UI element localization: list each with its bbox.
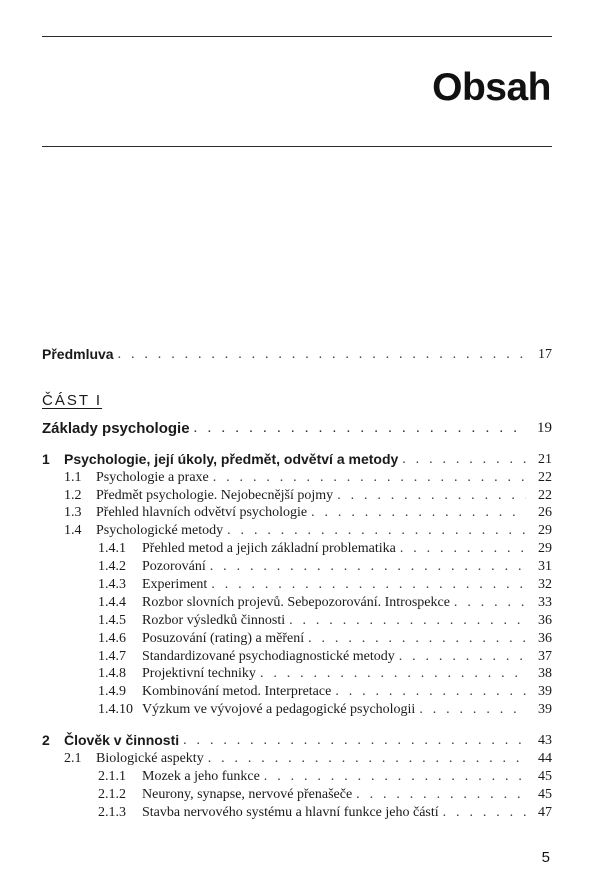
- subsection-number: 1.4.2: [98, 559, 126, 575]
- dot-leader: [183, 732, 526, 750]
- subsection-number: 1.4.3: [98, 577, 126, 592]
- section-title: Přehled hlavních odvětví psychologie: [96, 505, 308, 521]
- section-title: Předmět psychologie. Nejobecnější pojmy: [96, 487, 334, 503]
- toc-page-number: 36: [538, 630, 552, 646]
- toc-subentry: [42, 612, 552, 630]
- toc-page-number: 45: [538, 768, 552, 784]
- subsection-title: Mozek a jeho funkce: [142, 768, 260, 784]
- toc-entry-text: Předmluva: [42, 345, 114, 362]
- toc-entry: [42, 750, 552, 768]
- dot-leader: [194, 420, 526, 438]
- subsection-number: 2.1.1: [98, 768, 126, 784]
- page-title: Obsah: [432, 66, 551, 109]
- dot-leader: [356, 786, 526, 804]
- toc-page-number: 32: [538, 577, 552, 592]
- toc-entry: [42, 504, 552, 522]
- dot-leader: [308, 630, 526, 648]
- toc-subentry: [42, 558, 552, 576]
- section-number: 1.2: [64, 487, 82, 503]
- section-title: Psychologické metody: [96, 523, 224, 539]
- part-label: ČÁST I: [42, 391, 103, 409]
- subsection-title: Experiment: [142, 577, 208, 592]
- section-title: Psychologie a praxe: [96, 469, 209, 485]
- chapter-title: Člověk v činnosti: [64, 732, 180, 749]
- section-number: 1.4: [64, 523, 82, 539]
- toc-subentry: [42, 683, 552, 701]
- toc-page-number: 43: [538, 733, 552, 749]
- toc-subentry: [42, 804, 552, 822]
- toc-page-number: 26: [538, 505, 552, 521]
- subsection-title: Výzkum ve vývojové a pedagogické psychologii: [142, 702, 416, 718]
- title-bottom-rule: [42, 146, 552, 147]
- subsection-title: Stavba nervového systému a hlavní funkce jeho částí: [142, 804, 439, 820]
- dot-leader: [211, 576, 526, 594]
- section-number: 1.1: [64, 469, 82, 485]
- toc-subentry: [42, 768, 552, 786]
- toc-page-number: 39: [538, 702, 552, 718]
- subsection-number: 2.1.2: [98, 786, 126, 802]
- subsection-number: 1.4.4: [98, 594, 126, 610]
- subsection-number: 1.4.1: [98, 541, 126, 557]
- subsection-title: Projektivní techniky: [142, 666, 256, 682]
- toc-entry-part-title: [42, 420, 552, 438]
- subsection-title: Rozbor slovních projevů. Sebepozorování. Introspekce: [142, 594, 450, 610]
- toc-subentry: [42, 701, 552, 719]
- toc-subentry: [42, 786, 552, 804]
- toc-entry: [42, 522, 552, 540]
- toc-page-number: 37: [538, 648, 552, 664]
- toc-subentry: [42, 540, 552, 558]
- dot-leader: [400, 540, 526, 558]
- toc-page-number: 21: [538, 451, 552, 467]
- toc-subentry: [42, 648, 552, 666]
- dot-leader: [227, 522, 526, 540]
- dot-leader: [260, 665, 526, 683]
- toc-entry: [42, 469, 552, 487]
- dot-leader: [264, 768, 526, 786]
- subsection-title: Neurony, synapse, nervové přenašeče: [142, 786, 353, 802]
- toc-page-number: 22: [538, 487, 552, 503]
- toc-page-number: 44: [538, 751, 552, 767]
- toc-entry: [42, 487, 552, 505]
- toc-page-number: 17: [538, 346, 552, 362]
- toc-page-number: 31: [538, 559, 552, 575]
- subsection-number: 1.4.8: [98, 666, 126, 682]
- dot-leader: [337, 487, 526, 505]
- subsection-title: Standardizované psychodiagnostické metody: [142, 648, 395, 664]
- toc-subentry: [42, 630, 552, 648]
- toc-page-number: 19: [537, 419, 552, 436]
- toc-entry-chapter-1: [42, 451, 552, 469]
- toc-page-number: 36: [538, 612, 552, 628]
- subsection-number: 2.1.3: [98, 804, 126, 820]
- dot-leader: [210, 558, 526, 576]
- toc-subentry: [42, 665, 552, 683]
- subsection-title: Rozbor výsledků činnosti: [142, 612, 286, 628]
- table-of-contents: [42, 346, 552, 822]
- toc-page-number: 39: [538, 684, 552, 700]
- toc-subentry: [42, 576, 552, 594]
- dot-leader: [208, 750, 526, 768]
- dot-leader: [454, 594, 526, 612]
- dot-leader: [118, 346, 526, 364]
- toc-page-number: 38: [538, 666, 552, 682]
- dot-leader: [419, 701, 526, 719]
- part-title: Základy psychologie: [42, 419, 190, 437]
- chapter-title: Psychologie, její úkoly, předmět, odvětví a metody: [64, 450, 399, 467]
- dot-leader: [311, 504, 526, 522]
- toc-page-number: 45: [538, 786, 552, 802]
- section-number: 2.1: [64, 751, 82, 767]
- dot-leader: [443, 804, 526, 822]
- subsection-title: Přehled metod a jejich základní problematika: [142, 541, 396, 557]
- subsection-title: Kombinování metod. Interpretace: [142, 684, 332, 700]
- dot-leader: [289, 612, 526, 630]
- chapter-number: 2: [42, 732, 50, 749]
- dot-leader: [402, 451, 526, 469]
- toc-page-number: 22: [538, 469, 552, 485]
- subsection-number: 1.4.9: [98, 684, 126, 700]
- dot-leader: [399, 648, 526, 666]
- toc-entry-preface: [42, 346, 552, 364]
- toc-page-number: 29: [538, 523, 552, 539]
- section-title: Biologické aspekty: [96, 751, 204, 767]
- subsection-number: 1.4.7: [98, 648, 126, 664]
- subsection-title: Posuzování (rating) a měření: [142, 630, 305, 646]
- dot-leader: [213, 469, 526, 487]
- page-number: 5: [541, 849, 550, 866]
- toc-page-number: 33: [538, 594, 552, 610]
- toc-entry-chapter-2: [42, 732, 552, 750]
- subsection-number: 1.4.5: [98, 612, 126, 628]
- toc-subentry: [42, 594, 552, 612]
- subsection-number: 1.4.10: [98, 702, 133, 718]
- toc-page-number: 47: [538, 804, 552, 820]
- chapter-number: 1: [42, 450, 50, 467]
- subsection-number: 1.4.6: [98, 630, 126, 646]
- dot-leader: [335, 683, 526, 701]
- subsection-title: Pozorování: [142, 559, 206, 575]
- top-rule: [42, 36, 552, 37]
- toc-page-number: 29: [538, 541, 552, 557]
- section-number: 1.3: [64, 505, 82, 521]
